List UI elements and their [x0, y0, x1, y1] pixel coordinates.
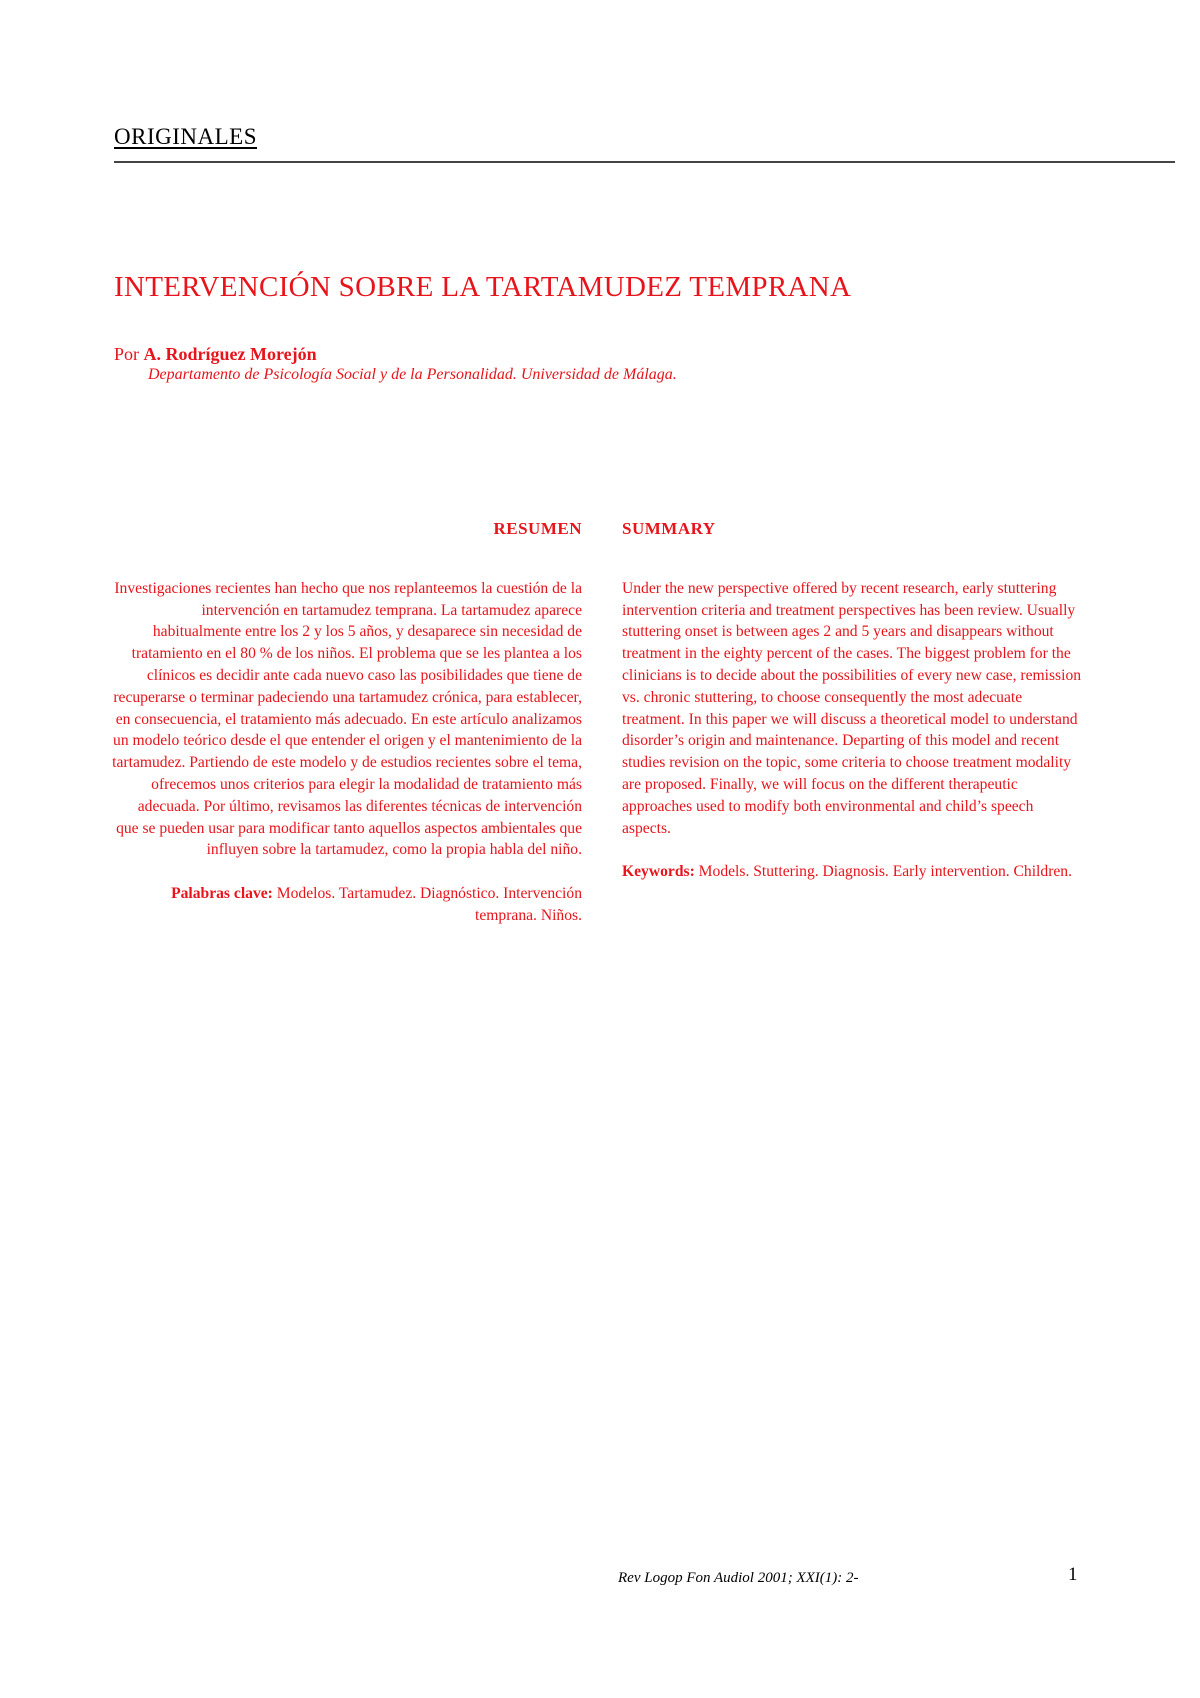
- summary-keywords: [622, 861, 1084, 883]
- section-label: ORIGINALES: [114, 124, 257, 149]
- affiliation: Departamento de Psicología Social y de la Personalidad. Universidad de Málaga.: [148, 366, 677, 383]
- author-name: A. Rodríguez Morejón: [143, 344, 317, 364]
- journal-citation: Rev Logop Fon Audiol 2001; XXI(1): 2-: [618, 1570, 859, 1586]
- keywords-es: Modelos. Tartamudez. Diagnóstico. Intervención temprana. Niños.: [272, 885, 582, 924]
- header-rule: [114, 161, 1175, 163]
- keywords-en: Models. Stuttering. Diagnosis. Early intervention. Children.: [694, 863, 1073, 881]
- summary-column: [622, 518, 1084, 883]
- resumen-column: [112, 518, 582, 927]
- article-title: INTERVENCIÓN SOBRE LA TARTAMUDEZ TEMPRANA: [114, 271, 852, 303]
- resumen-body: Investigaciones recientes han hecho que nos replanteemos la cuestión de la intervención en tartamudez temprana. La tartamudez aparece habitualmente entre los 2 y los 5 años, y desaparece sin necesidad de tratamiento en el 80 % de los niños. El problema que se les plantea a los clínicos es decidir ante cada nuevo caso las posibilidades que tiene de recuperarse o terminar padeciendo una tartamudez crónica, para establecer, en consecuencia, el tratamiento más adecuado. En este artículo analizamos un modelo teórico desde el que entender el origen y el mantenimiento de la tartamudez. Partiendo de este modelo y de estudios recientes sobre el tema, ofrecemos unos criterios para elegir la modalidad de tratamiento más adecuada. Por último, revisamos las diferentes técnicas de intervención que se pueden usar para modificar tanto aquellos aspectos ambientales que influyen sobre la tartamudez, como la propia habla del niño.: [112, 579, 582, 859]
- summary-body: Under the new perspective offered by recent research, early stuttering intervention criteria and treatment perspectives has been review. Usually stuttering onset is between ages 2 and 5 years and disappears without treatment in the eighty percent of the cases. The biggest problem for the clinicians is to decide about the possibilities of every new case, remission vs. chronic stuttering, to choose consequently the most adecuate treatment. In this paper we will discuss a theoretical model to understand disorder’s origin and maintenance. Departing of this model and recent studies revision on the topic, some criteria to choose treatment modality are proposed. Finally, we will focus on the different therapeutic approaches used to modify both environmental and child’s speech aspects.: [622, 579, 1082, 837]
- resumen-heading: RESUMEN: [493, 519, 582, 538]
- summary-heading: SUMMARY: [622, 519, 716, 538]
- resumen-keywords: [112, 883, 582, 927]
- keywords-label-en: Keywords:: [622, 863, 695, 881]
- byline: [114, 344, 317, 365]
- by-prefix: Por: [114, 344, 144, 364]
- page-number: 1: [1068, 1564, 1078, 1585]
- keywords-label-es: Palabras clave:: [171, 885, 273, 903]
